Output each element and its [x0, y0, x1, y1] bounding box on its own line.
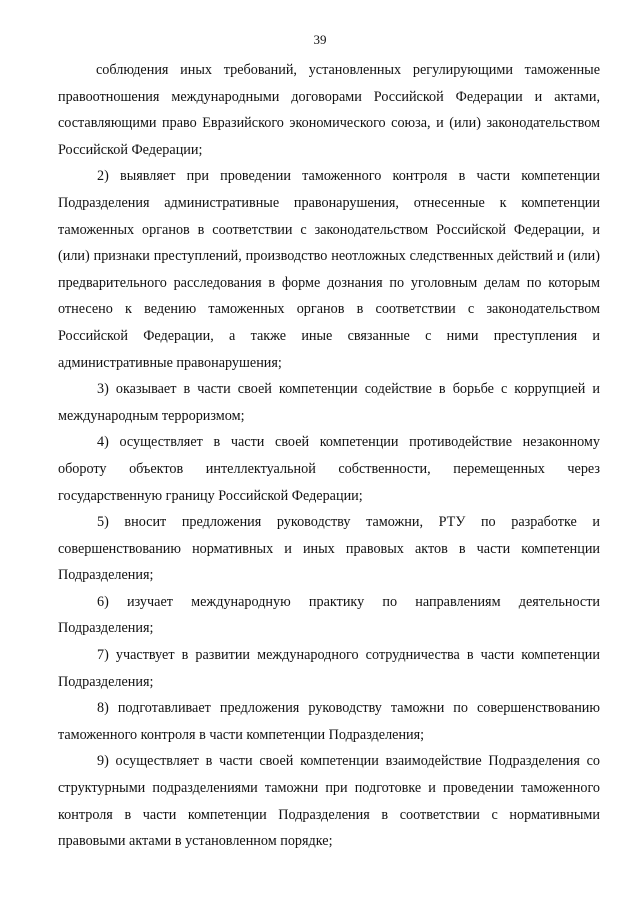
paragraph-item-5: 5) вносит предложения руководству таможни, РТУ по разработке и совершенствованию нормативных и иных правовых актов в части компетенции Подразделения; — [58, 514, 600, 584]
paragraph-item-7: 7) участвует в развитии международного сотрудничества в части компетенции Подразделения; — [58, 647, 600, 690]
page-number: 39 — [313, 32, 327, 47]
paragraph-item-6: 6) изучает международную практику по направлениям деятельности Подразделения; — [58, 593, 600, 637]
paragraph-item-8: 8) подготавливает предложения руководству таможни по совершенствованию таможенного контроля в части компетенции Подразделения; — [58, 700, 600, 743]
document-body — [58, 57, 600, 855]
paragraph-item-3: 3) оказывает в части своей компетенции содействие в борьбе с коррупцией и международным терроризмом; — [58, 381, 600, 424]
paragraph-item-2: 2) выявляет при проведении таможенного контроля в части компетенции Подразделения административные правонарушения, отнесенные к компетенции таможенных органов в соответствии с законодательством Российской Федерации, и (или) признаки преступлений, производство неотложных следственных действий и (или) предварительного расследования в форме дознания по уголовным делам по которым отнесено к ведению таможенных органов в соответствии с законодательством Российской Федерации, а также иные связанные с ними преступления и административные правонарушения; — [58, 168, 600, 371]
paragraph-continuation: соблюдения иных требований, установленных регулирующими таможенные правоотношения международными договорами Российской Федерации и актами, составляющими право Евразийского экономического союза, и (или) законодательством Российской Федерации; — [58, 62, 600, 158]
paragraph-item-4: 4) осуществляет в части своей компетенции противодействие незаконному обороту объектов интеллектуальной собственности, перемещенных через государственную границу Российской Федерации; — [58, 434, 600, 504]
paragraph-item-9: 9) осуществляет в части своей компетенции взаимодействие Подразделения со структурными подразделениями таможни при подготовке и проведении таможенного контроля в части компетенции Подразделения в соответствии с нормативными правовыми актами в установленном порядке; — [58, 753, 600, 850]
